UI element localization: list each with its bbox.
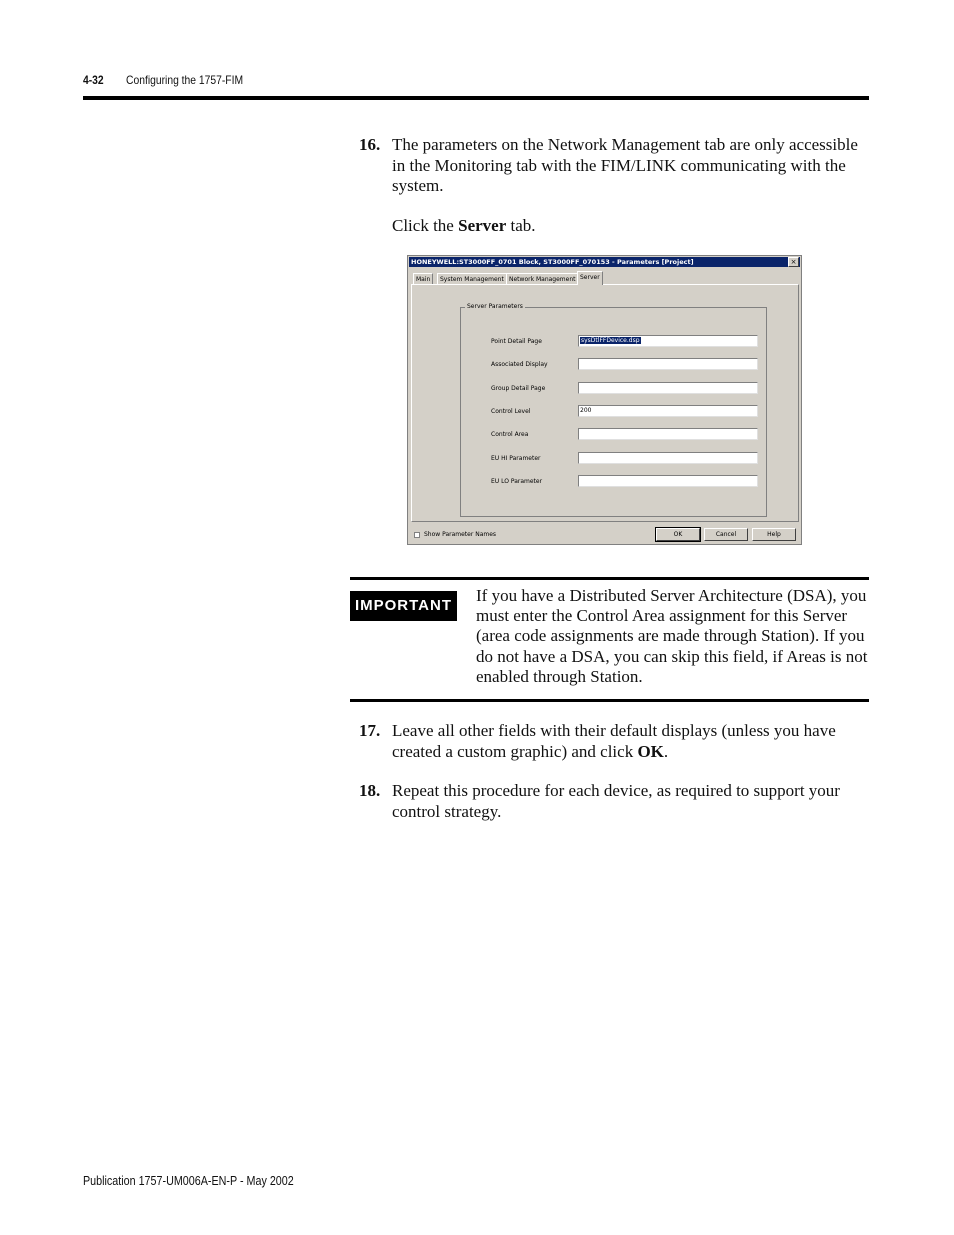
eu-hi-parameter-input[interactable]	[578, 452, 758, 464]
step-number: 16.	[359, 135, 381, 154]
instruction-suffix: tab.	[506, 216, 536, 235]
point-detail-page-input[interactable]	[578, 335, 758, 347]
step-text: Repeat this procedure for each device, as required to support your control strategy.	[392, 781, 840, 821]
instruction-bold: Server	[458, 216, 507, 235]
field-control-level	[491, 405, 761, 418]
associated-display-input[interactable]	[578, 358, 758, 370]
instruction-prefix: Click the	[392, 216, 459, 235]
help-button[interactable]: Help	[752, 528, 796, 541]
field-label: Control Level	[491, 408, 531, 415]
step-text-part: .	[663, 741, 669, 761]
server-tab-panel	[411, 284, 799, 522]
group-label: Server Parameters	[467, 303, 523, 310]
eu-lo-parameter-input[interactable]	[578, 475, 758, 487]
field-control-area	[491, 428, 761, 441]
dialog-title: HONEYWELL:ST3000FF_0701 Block, ST3000FF_070153 - Parameters [Project]	[411, 258, 694, 266]
step-text: The parameters on the Network Management tab are only accessible in the Monitoring tab with the FIM/LINK communicating with the system.	[392, 135, 858, 195]
field-label: Group Detail Page	[491, 385, 546, 392]
step-text	[392, 721, 867, 762]
page-number: 4-32	[83, 73, 104, 87]
header-rule	[83, 96, 869, 100]
page-header	[83, 73, 243, 87]
control-area-input[interactable]	[578, 428, 758, 440]
click-server-instruction	[392, 216, 536, 236]
cancel-button[interactable]: Cancel	[704, 528, 748, 541]
parameters-dialog	[407, 255, 802, 545]
tab-main[interactable]: Main	[413, 273, 433, 284]
important-bottom-rule	[350, 699, 869, 702]
control-level-input[interactable]: 200	[578, 405, 758, 417]
selected-value: sysDtlFFDevice.dsp	[581, 337, 640, 344]
field-eu-hi-parameter	[491, 452, 761, 465]
close-icon[interactable]: ×	[788, 257, 799, 267]
field-label: EU LO Parameter	[491, 478, 543, 485]
field-eu-lo-parameter	[491, 475, 761, 488]
ok-button[interactable]: OK	[656, 528, 700, 541]
checkbox-label: Show Parameter Names	[424, 531, 497, 538]
field-label: Associated Display	[491, 361, 548, 368]
chapter-title: Configuring the 1757-FIM	[126, 73, 244, 87]
important-text: If you have a Distributed Server Architecture (DSA), you must enter the Control Area assignment for this Server (area code assignments are made through Station). If you do not have a DSA, you can skip this field, if Areas is not enabled through Station.	[476, 586, 868, 686]
field-label: EU HI Parameter	[491, 455, 541, 462]
step-number: 18.	[359, 781, 381, 800]
group-detail-page-input[interactable]	[578, 382, 758, 394]
tab-server[interactable]: Server	[577, 271, 603, 285]
field-group-detail-page	[491, 382, 761, 395]
field-point-detail-page	[491, 335, 761, 348]
tab-network-management[interactable]: Network Management	[506, 273, 578, 284]
step-text-bold: OK	[637, 741, 664, 761]
server-parameters-group	[460, 303, 767, 517]
show-parameter-names-checkbox[interactable]	[414, 532, 420, 538]
field-label: Point Detail Page	[491, 338, 542, 345]
important-top-rule	[350, 577, 869, 580]
tab-system-management[interactable]: System Management	[437, 273, 507, 284]
dialog-title-bar	[409, 257, 800, 267]
field-label: Control Area	[491, 431, 529, 438]
important-badge: IMPORTANT	[350, 591, 457, 621]
step-text-part: Leave all other fields with their default displays (unless you have created a custom graphic) and click	[392, 721, 836, 761]
step-number: 17.	[359, 721, 381, 740]
publication-footer: Publication 1757-UM006A-EN-P - May 2002	[83, 1174, 294, 1188]
field-associated-display	[491, 358, 761, 371]
